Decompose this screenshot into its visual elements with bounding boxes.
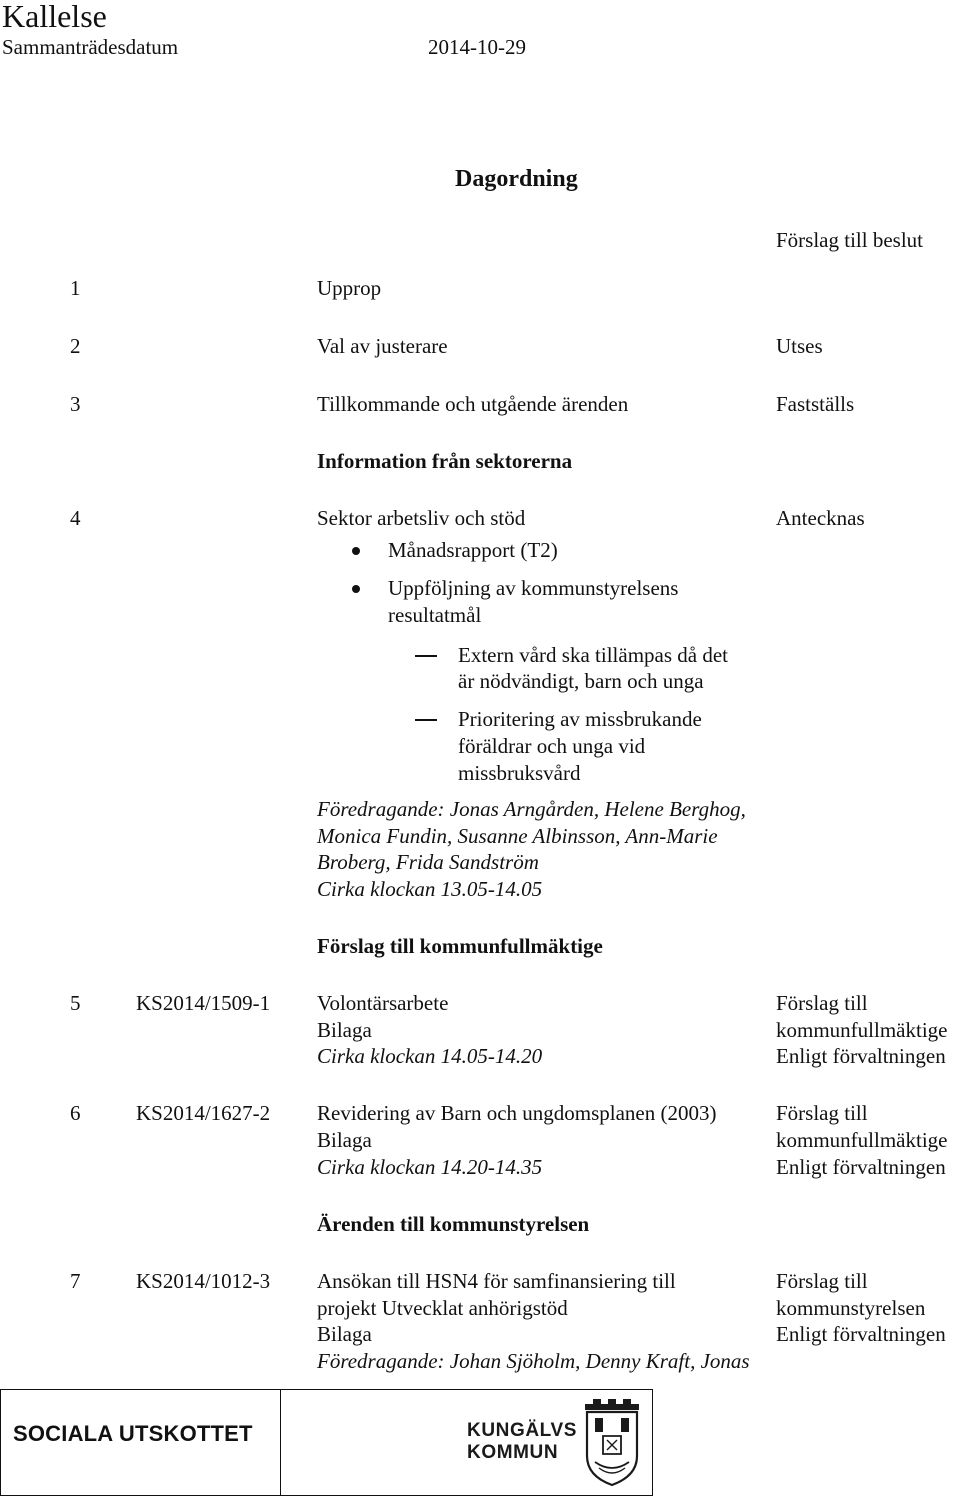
item-decision: Enligt förvaltningen: [776, 1155, 946, 1179]
section-heading-ks: Ärenden till kommunstyrelsen: [317, 1212, 590, 1236]
footer: [0, 1389, 653, 1496]
sub-item-continued: föräldrar och unga vid: [458, 734, 646, 758]
item-number: 2: [70, 334, 81, 358]
item-decision: Utses: [776, 334, 823, 358]
item-title: Upprop: [317, 276, 382, 300]
document-title: Kallelse: [2, 0, 107, 34]
presenters: Föredragande: Johan Sjöholm, Denny Kraft, Jonas: [317, 1349, 750, 1373]
item-title-continued: projekt Utvecklat anhörigstöd: [317, 1296, 568, 1320]
item-decision: Enligt förvaltningen: [776, 1044, 946, 1068]
sub-item: Extern vård ska tillämpas då det: [458, 643, 728, 667]
item-number: 6: [70, 1101, 81, 1125]
item-decision: kommunfullmäktige: [776, 1128, 948, 1152]
time-slot: Cirka klockan 14.20-14.35: [317, 1155, 543, 1179]
case-number: KS2014/1509-1: [136, 991, 271, 1015]
item-decision: Fastställs: [776, 392, 855, 416]
item-number: 4: [70, 506, 81, 530]
sub-item-continued: missbruksvård: [458, 761, 581, 785]
attachment: Bilaga: [317, 1322, 372, 1346]
item-title: Sektor arbetsliv och stöd: [317, 506, 526, 530]
logo-line-1: KUNGÄLVS: [467, 1420, 578, 1441]
item-decision: Antecknas: [776, 506, 865, 530]
bullet-item-continued: resultatmål: [388, 603, 482, 627]
item-number: 5: [70, 991, 81, 1015]
item-title: Revidering av Barn och ungdomsplanen (2003): [317, 1101, 717, 1125]
presenters: Monica Fundin, Susanne Albinsson, Ann-Marie: [317, 824, 718, 848]
presenters: Broberg, Frida Sandström: [317, 850, 539, 874]
item-decision: kommunstyrelsen: [776, 1296, 926, 1320]
item-number: 3: [70, 392, 81, 416]
sub-item: Prioritering av missbrukande: [458, 707, 702, 731]
item-title: Ansökan till HSN4 för samfinansiering till: [317, 1269, 676, 1293]
item-number: 7: [70, 1269, 81, 1293]
item-decision: Enligt förvaltningen: [776, 1322, 946, 1346]
coat-of-arms-icon: [581, 1396, 643, 1488]
item-title: Volontärsarbete: [317, 991, 449, 1015]
case-number: KS2014/1012-3: [136, 1269, 271, 1293]
section-heading-information: Information från sektorerna: [317, 449, 573, 473]
presenters: Föredragande: Jonas Arngården, Helene Berghog,: [317, 797, 746, 821]
committee-box: [1, 1390, 281, 1495]
item-decision: Förslag till: [776, 1101, 868, 1125]
item-title: Tillkommande och utgående ärenden: [317, 392, 629, 416]
case-number: KS2014/1627-2: [136, 1101, 271, 1125]
attachment: Bilaga: [317, 1018, 372, 1042]
time-slot: Cirka klockan 13.05-14.05: [317, 877, 543, 901]
item-decision: Förslag till: [776, 991, 868, 1015]
decision-column-header: Förslag till beslut: [776, 228, 923, 252]
bullet-item: Uppföljning av kommunstyrelsens: [388, 576, 679, 600]
item-decision: Förslag till: [776, 1269, 868, 1293]
item-decision: kommunfullmäktige: [776, 1018, 948, 1042]
attachment: Bilaga: [317, 1128, 372, 1152]
sub-item-continued: är nödvändigt, barn och unga: [458, 669, 704, 693]
committee-name: SOCIALA UTSKOTTET: [13, 1421, 253, 1446]
time-slot: Cirka klockan 14.05-14.20: [317, 1044, 543, 1068]
logo-line-2: KOMMUN: [467, 1442, 559, 1463]
section-heading-kf: Förslag till kommunfullmäktige: [317, 934, 603, 958]
item-title: Val av justerare: [317, 334, 448, 358]
date-value: 2014-10-29: [428, 35, 526, 59]
bullet-item: Månadsrapport (T2): [388, 538, 558, 562]
agenda-heading: Dagordning: [455, 166, 578, 192]
date-label: Sammanträdesdatum: [2, 35, 179, 59]
municipality-logo-text: [467, 1420, 577, 1464]
item-number: 1: [70, 276, 81, 300]
